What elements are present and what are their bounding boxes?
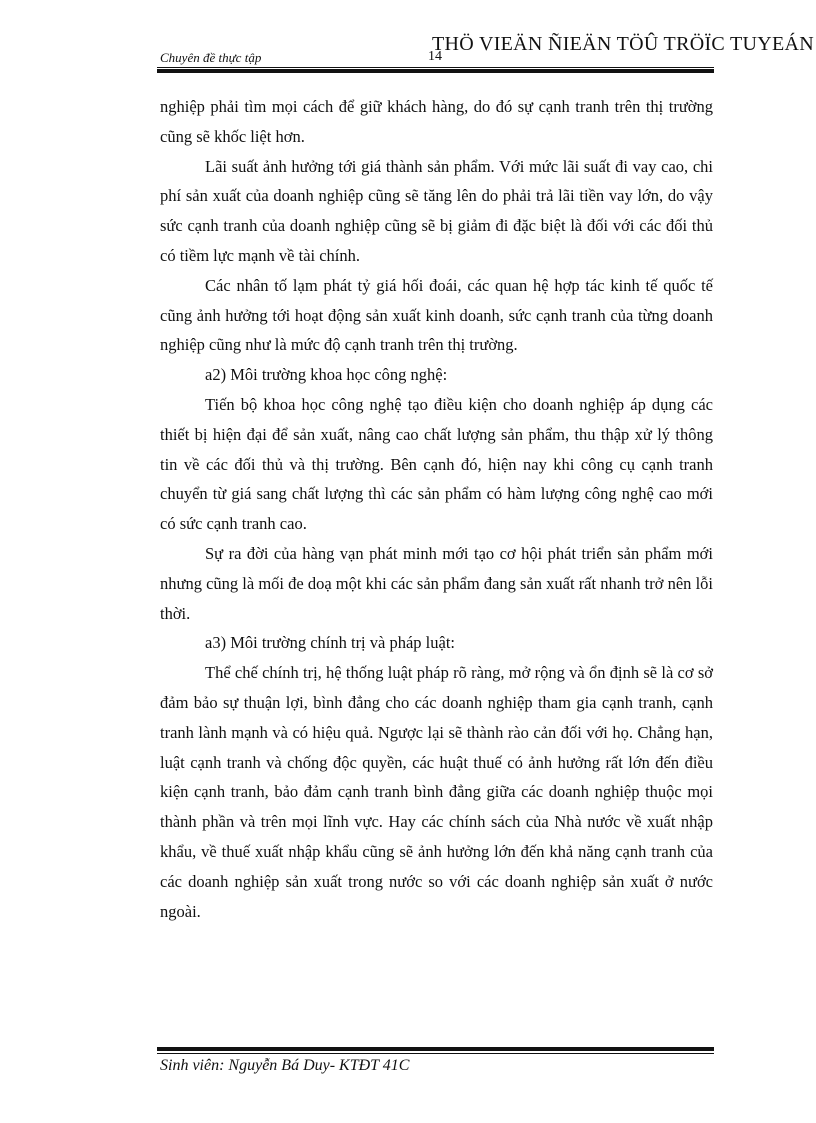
section-heading: a2) Môi trường khoa học công nghệ: bbox=[205, 365, 448, 385]
library-watermark: THÖ VIEÄN ÑIEÄN TÖÛ TRÖÏC TUYEÁN bbox=[432, 33, 814, 55]
footer-rule-thin bbox=[157, 1053, 714, 1054]
page-number: 14 bbox=[428, 49, 442, 64]
paragraph: Thể chế chính trị, hệ thống luật pháp rõ ràng, mở rộng và ổn định sẽ là cơ sở đảm bảo sự thuận lợi, bình đẳng cho các doanh nghiệp tham gia cạnh tranh, cạnh tranh lành mạnh và có hiệu quả. Ngược lại sẽ thành rào cản đối với họ. Chẳng hạn, luật cạnh tranh và chống độc quyền, các huật thuế có ảnh hưởng rất lớn đến điều kiện cạnh tranh, bảo đảm cạnh tranh bình đẳng giữa các doanh nghiệp thuộc mọi thành phần và trên mọi lĩnh vực. Hay các chính sách của Nhà nước về xuất nhập khẩu, về thuế xuất nhập khẩu cũng sẽ ảnh hưởng lớn đến khả năng cạnh tranh của các doanh nghiệp sản xuất trong nước so với các doanh nghiệp sản xuất ở nước ngoài. bbox=[160, 663, 713, 921]
header-rule-thick bbox=[157, 69, 714, 73]
document-body bbox=[160, 92, 713, 926]
footer-rule-thick bbox=[157, 1047, 714, 1051]
header-rule-thin bbox=[157, 67, 714, 68]
paragraph: Sự ra đời của hàng vạn phát minh mới tạo cơ hội phát triển sản phẩm mới nhưng cũng là mối đe doạ một khi các sản phẩm đang sản xuất rất nhanh trở nên lỗi thời. bbox=[160, 543, 713, 623]
paragraph: Tiến bộ khoa học công nghệ tạo điều kiện cho doanh nghiệp áp dụng các thiết bị hiện đại để sản xuất, nâng cao chất lượng sản phẩm, thu thập xử lý thông tin về các đối thủ và thị trường. Bên cạnh đó, hiện nay khi công cụ cạnh tranh chuyển từ giá sang chất lượng thì các sản phẩm có hàm lượng công nghệ cao mới có sức cạnh tranh cao. bbox=[160, 394, 713, 534]
paragraph: Các nhân tố lạm phát tỷ giá hối đoái, các quan hệ hợp tác kinh tế quốc tế cũng ảnh hưởng tới hoạt động sản xuất kinh doanh, sức cạnh tranh của từng doanh nghiệp cũng như là mức độ cạnh tranh trên thị trường. bbox=[160, 275, 713, 355]
paragraph-continuation: nghiệp phải tìm mọi cách để giữ khách hàng, do đó sự cạnh tranh trên thị trường cũng sẽ khốc liệt hơn. bbox=[160, 97, 713, 146]
paragraph: Lãi suất ảnh hưởng tới giá thành sản phẩm. Với mức lãi suất đi vay cao, chi phí sản xuất của doanh nghiệp cũng sẽ tăng lên do phải trả lãi tiền vay lớn, do vậy sức cạnh tranh của doanh nghiệp cũng sẽ bị giảm đi đặc biệt là đối với các đối thủ có tiềm lực mạnh về tài chính. bbox=[160, 156, 713, 265]
section-heading: a3) Môi trường chính trị và pháp luật: bbox=[205, 633, 455, 653]
footer-author: Sinh viên: Nguyễn Bá Duy- KTĐT 41C bbox=[160, 1057, 410, 1074]
header-title: Chuyên đề thực tập bbox=[160, 50, 262, 65]
